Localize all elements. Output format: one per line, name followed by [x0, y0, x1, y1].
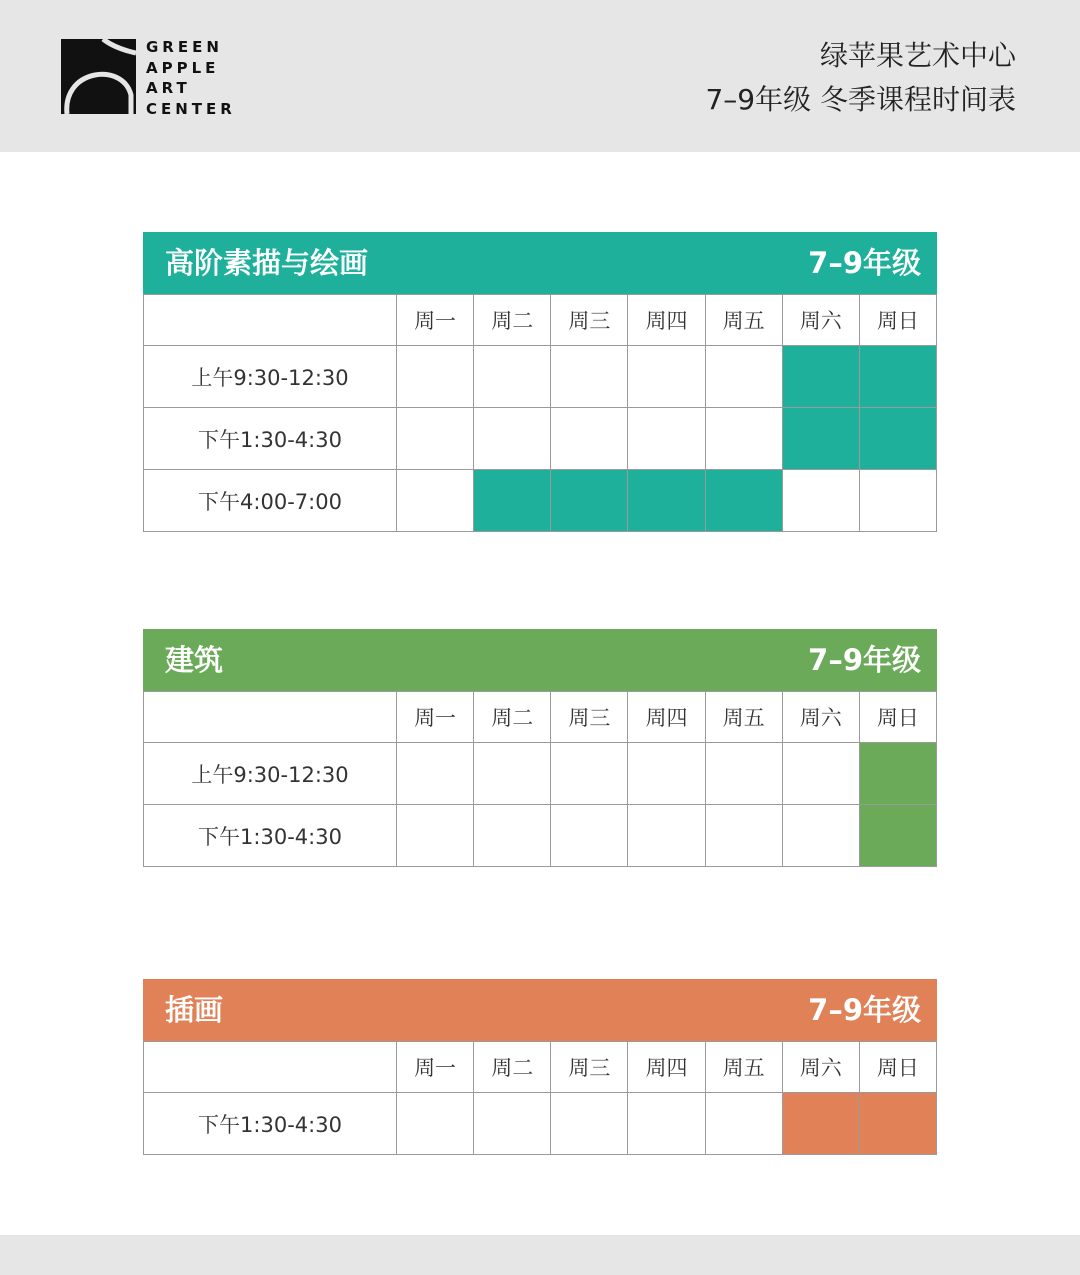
empty-cell	[397, 470, 474, 532]
day-header: 周二	[474, 295, 551, 346]
logo-wordmark	[146, 37, 236, 119]
empty-cell	[782, 470, 859, 532]
time-slot-row	[144, 470, 937, 532]
empty-cell	[551, 743, 628, 805]
logo-line: CENTER	[146, 99, 236, 118]
scheduled-cell	[551, 470, 628, 532]
corner-cell	[144, 692, 397, 743]
empty-cell	[474, 743, 551, 805]
scheduled-cell	[859, 743, 936, 805]
day-header: 周六	[782, 1042, 859, 1093]
schedule-title: 7–9年级 冬季课程时间表	[705, 83, 1016, 116]
empty-cell	[551, 346, 628, 408]
empty-cell	[397, 346, 474, 408]
day-header: 周四	[628, 692, 705, 743]
section-header	[143, 979, 937, 1041]
section-header	[143, 629, 937, 691]
grade-label: 7–9年级	[808, 993, 921, 1027]
empty-cell	[628, 346, 705, 408]
time-slot-row	[144, 805, 937, 867]
day-header: 周二	[474, 692, 551, 743]
empty-cell	[705, 743, 782, 805]
empty-cell	[474, 346, 551, 408]
schedule-table	[143, 1041, 937, 1155]
empty-cell	[397, 805, 474, 867]
empty-cell	[397, 743, 474, 805]
corner-cell	[144, 295, 397, 346]
empty-cell	[705, 346, 782, 408]
empty-cell	[628, 743, 705, 805]
empty-cell	[551, 1093, 628, 1155]
schedule-table	[143, 691, 937, 867]
empty-cell	[705, 408, 782, 470]
day-header: 周五	[705, 692, 782, 743]
empty-cell	[628, 1093, 705, 1155]
time-slot-row	[144, 346, 937, 408]
footer-bar	[0, 1235, 1080, 1275]
course-section-drawing-painting	[143, 232, 937, 532]
day-header: 周四	[628, 295, 705, 346]
time-slot-label: 下午1:30-4:30	[144, 1093, 397, 1155]
corner-cell	[144, 1042, 397, 1093]
time-slot-label: 上午9:30-12:30	[144, 346, 397, 408]
scheduled-cell	[859, 346, 936, 408]
day-header: 周一	[397, 295, 474, 346]
day-header-row	[144, 1042, 937, 1093]
empty-cell	[474, 408, 551, 470]
logo-line: APPLE	[146, 58, 220, 77]
scheduled-cell	[782, 408, 859, 470]
course-section-architecture	[143, 629, 937, 867]
scheduled-cell	[628, 470, 705, 532]
time-slot-row	[144, 743, 937, 805]
empty-cell	[628, 408, 705, 470]
section-header	[143, 232, 937, 294]
time-slot-label: 上午9:30-12:30	[144, 743, 397, 805]
grade-label: 7–9年级	[808, 246, 921, 280]
day-header: 周五	[705, 1042, 782, 1093]
day-header-row	[144, 692, 937, 743]
empty-cell	[551, 408, 628, 470]
empty-cell	[474, 805, 551, 867]
schedule-table	[143, 294, 937, 532]
day-header: 周五	[705, 295, 782, 346]
green-apple-logo-icon	[61, 39, 136, 114]
course-name: 高阶素描与绘画	[165, 246, 369, 280]
logo-line: ART	[146, 79, 191, 97]
time-slot-label: 下午1:30-4:30	[144, 408, 397, 470]
empty-cell	[705, 805, 782, 867]
day-header: 周日	[859, 692, 936, 743]
day-header: 周二	[474, 1042, 551, 1093]
day-header: 周六	[782, 692, 859, 743]
page-title	[705, 34, 1016, 122]
day-header: 周一	[397, 1042, 474, 1093]
scheduled-cell	[474, 470, 551, 532]
empty-cell	[628, 805, 705, 867]
time-slot-row	[144, 408, 937, 470]
day-header: 周三	[551, 295, 628, 346]
empty-cell	[474, 1093, 551, 1155]
time-slot-label: 下午4:00-7:00	[144, 470, 397, 532]
empty-cell	[397, 1093, 474, 1155]
scheduled-cell	[859, 1093, 936, 1155]
day-header: 周三	[551, 1042, 628, 1093]
empty-cell	[397, 408, 474, 470]
day-header: 周日	[859, 295, 936, 346]
empty-cell	[705, 1093, 782, 1155]
time-slot-label: 下午1:30-4:30	[144, 805, 397, 867]
day-header: 周日	[859, 1042, 936, 1093]
day-header: 周六	[782, 295, 859, 346]
empty-cell	[551, 805, 628, 867]
logo-line: GREEN	[146, 38, 223, 56]
scheduled-cell	[705, 470, 782, 532]
day-header: 周四	[628, 1042, 705, 1093]
scheduled-cell	[859, 408, 936, 470]
course-name: 建筑	[165, 643, 224, 677]
course-section-illustration	[143, 979, 937, 1155]
day-header-row	[144, 295, 937, 346]
empty-cell	[859, 470, 936, 532]
day-header: 周一	[397, 692, 474, 743]
empty-cell	[782, 805, 859, 867]
grade-label: 7–9年级	[808, 643, 921, 677]
course-name: 插画	[165, 993, 224, 1027]
scheduled-cell	[859, 805, 936, 867]
time-slot-row	[144, 1093, 937, 1155]
day-header: 周三	[551, 692, 628, 743]
scheduled-cell	[782, 1093, 859, 1155]
center-name: 绿苹果艺术中心	[819, 39, 1016, 72]
scheduled-cell	[782, 346, 859, 408]
empty-cell	[782, 743, 859, 805]
